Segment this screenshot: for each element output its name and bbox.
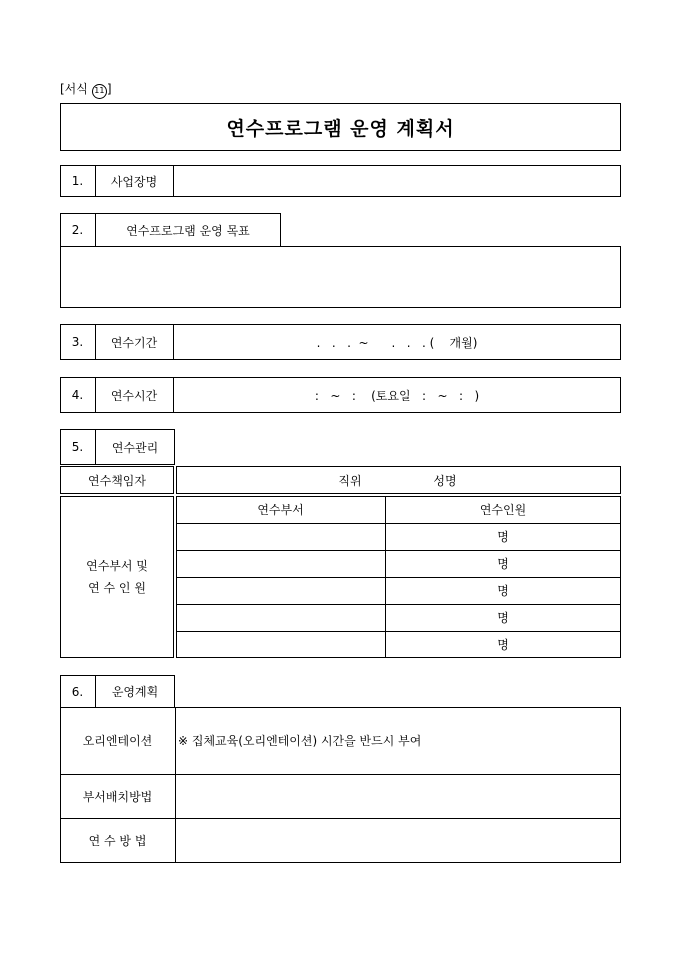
training-hours-field[interactable]: : ~ : (토요일 : ~ : ) bbox=[314, 388, 480, 403]
position-label[interactable]: 직위 bbox=[338, 473, 362, 488]
dept-cell[interactable] bbox=[176, 550, 385, 577]
placement-field[interactable] bbox=[176, 774, 620, 818]
col-header-count: 연수인원 bbox=[479, 503, 527, 517]
name-label[interactable]: 성명 bbox=[433, 473, 457, 488]
dept-cell[interactable] bbox=[176, 523, 385, 550]
dept-cell[interactable] bbox=[176, 631, 385, 658]
section-2-number: 2. bbox=[71, 223, 84, 237]
section-3-number: 3. bbox=[71, 335, 84, 349]
section-2-label: 연수프로그램 운영 목표 bbox=[126, 223, 250, 238]
method-field[interactable] bbox=[176, 818, 620, 863]
form-number-circle: 11 bbox=[92, 84, 107, 99]
dept-label-line1: 연수부서 및 bbox=[86, 559, 148, 573]
section-1-label: 사업장명 bbox=[110, 174, 158, 189]
col-header-dept: 연수부서 bbox=[257, 503, 304, 517]
dept-cell[interactable] bbox=[176, 577, 385, 604]
section-1-number: 1. bbox=[71, 174, 84, 188]
dept-cell[interactable] bbox=[176, 604, 385, 631]
form-label-suffix: ] bbox=[106, 82, 112, 96]
manager-value-cell bbox=[176, 466, 621, 494]
count-cell[interactable]: 명 bbox=[497, 530, 509, 544]
section-6-number: 6. bbox=[71, 684, 84, 699]
placement-label: 부서배치방법 bbox=[82, 789, 153, 804]
section-5-label: 연수관리 bbox=[111, 440, 159, 455]
page-title: 연수프로그램 운영 계획서 bbox=[60, 103, 621, 151]
business-name-field[interactable] bbox=[174, 166, 620, 196]
count-cell[interactable]: 명 bbox=[497, 584, 509, 598]
program-goal-field[interactable] bbox=[60, 246, 621, 308]
count-cell[interactable]: 명 bbox=[497, 638, 509, 652]
training-period-field[interactable]: . . . ~ . . . ( 개월) bbox=[316, 335, 478, 350]
count-cell[interactable]: 명 bbox=[497, 557, 509, 571]
section-5-number: 5. bbox=[71, 440, 84, 454]
section-3-label: 연수기간 bbox=[110, 335, 158, 350]
count-cell[interactable]: 명 bbox=[497, 611, 509, 625]
dept-label-line2: 연 수 인 원 bbox=[88, 581, 146, 595]
orientation-note[interactable]: ※ 집체교육(오리엔테이션) 시간을 반드시 부여 bbox=[178, 734, 422, 748]
section-6-label: 운영계획 bbox=[111, 685, 159, 699]
orientation-label: 오리엔테이션 bbox=[82, 734, 153, 748]
section-4-label: 연수시간 bbox=[110, 388, 158, 403]
section-4-number: 4. bbox=[71, 388, 84, 402]
manager-label: 연수책임자 bbox=[88, 473, 146, 488]
form-label bbox=[60, 80, 112, 99]
form-label-prefix: [서식 bbox=[60, 82, 88, 96]
dept-label bbox=[60, 496, 174, 658]
method-label: 연 수 방 법 bbox=[88, 834, 147, 848]
